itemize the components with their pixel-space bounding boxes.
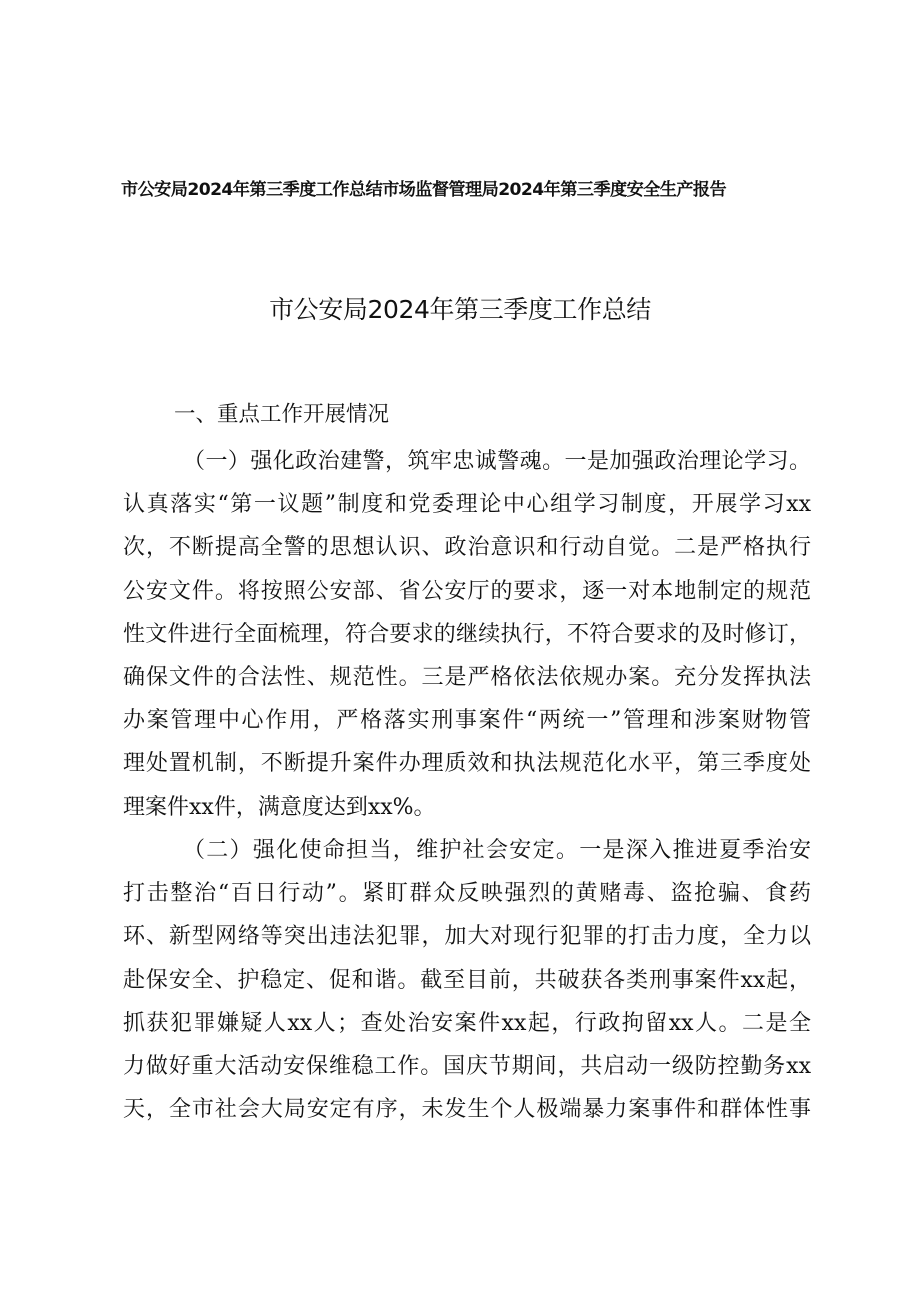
paragraph-line: 赴保安全、护稳定、促和谐。截至目前，共破获各类刑事案件xx起， (123, 967, 811, 993)
paragraph-line: 抓获犯罪嫌疑人xx人；查处治安案件xx起，行政拘留xx人。二是全 (123, 1010, 811, 1036)
paragraph-line: 环、新型网络等突出违法犯罪，加大对现行犯罪的打击力度，全力以 (123, 924, 811, 950)
paragraph-line: 公安文件。将按照公安部、省公安厅的要求，逐一对本地制定的规范 (123, 578, 811, 604)
paragraph-line: （二）强化使命担当，维护社会安定。一是深入推进夏季治安 (183, 838, 811, 863)
paragraph-line: 性文件进行全面梳理，符合要求的继续执行，不符合要求的及时修订， (123, 621, 811, 647)
body-paragraph-1 (123, 440, 811, 829)
paragraph-line: 理案件xx件，满意度达到xx%。 (123, 794, 436, 820)
paragraph-line: 理处置机制，不断提升案件办理质效和执法规范化水平，第三季度处 (123, 751, 811, 777)
document-title: 市公安局2024年第三季度工作总结 (269, 295, 651, 324)
paragraph-line: 天，全市社会大局安定有序，未发生个人极端暴力案事件和群体性事 (123, 1097, 811, 1123)
paragraph-line: 次，不断提高全警的思想认识、政治意识和行动自觉。二是严格执行 (123, 535, 811, 561)
collection-title: 市公安局2024年第三季度工作总结市场监督管理局2024年第三季度安全生产报告 (121, 180, 727, 200)
paragraph-line: 确保文件的合法性、规范性。三是严格依法依规办案。充分发挥执法 (123, 664, 811, 690)
section-heading: 一、重点工作开展情况 (174, 402, 390, 427)
paragraph-line: 力做好重大活动安保维稳工作。国庆节期间，共启动一级防控勤务xx (123, 1053, 811, 1079)
paragraph-line: 打击整治“百日行动”。紧盯群众反映强烈的黄赌毒、盗抢骗、食药 (123, 881, 811, 907)
paragraph-line: 认真落实“第一议题”制度和党委理论中心组学习制度，开展学习xx (123, 492, 811, 518)
paragraph-line: 办案管理中心作用，严格落实刑事案件“两统一”管理和涉案财物管 (123, 708, 811, 734)
body-paragraph-2 (123, 829, 811, 1131)
paragraph-line: （一）强化政治建警，筑牢忠诚警魂。一是加强政治理论学习。 (183, 449, 811, 474)
